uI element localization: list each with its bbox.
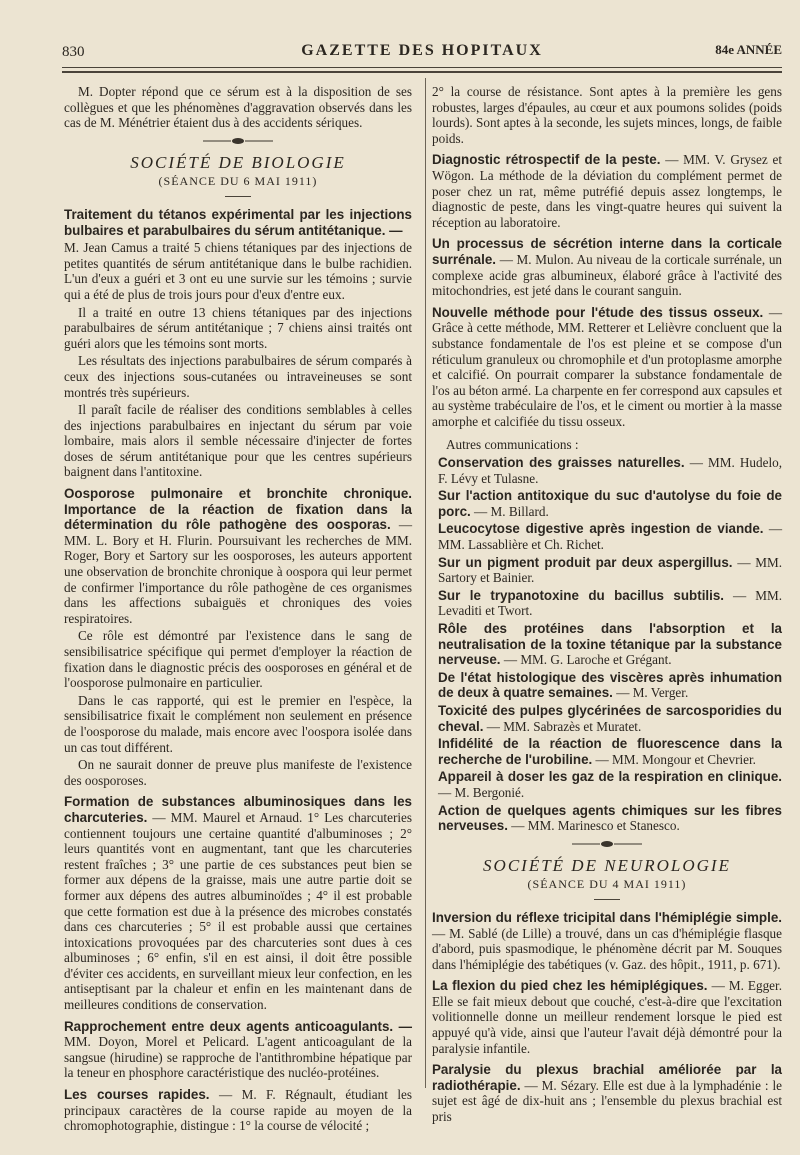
- article-text: — MM. V. Grysez et Wögon. La méthode de la déviation du complément permet de poser chez un rat, même putréfié depuis assez longtemps, le diagnostic de peste, dans les vingt-quatre heures qui suivent la réception au laboratoire.: [432, 152, 782, 230]
- article-text: — M. Mulon. Au niveau de la corticale surrénale, un complexe acide gras albumineux, élaboré grâce à l'activité des mitochondries, est jeté dans le courant sanguin.: [432, 251, 783, 299]
- communication-title: Conservation des graisses naturelles.: [438, 455, 685, 471]
- society-title: SOCIÉTÉ DE BIOLOGIE: [130, 152, 346, 172]
- communication-authors: — MM. Lassablière et Ch. Richet.: [438, 521, 782, 553]
- article-text: — M. Sézary. Elle est due à la lymphadénie : le sujet est âgé de dix-huit ans ; l'ensemble du plexus brachial est pris: [432, 1077, 782, 1125]
- article-title: Inversion du réflexe tricipital dans l'hémiplégie simple.: [432, 909, 782, 925]
- session-date: (SÉANCE DU 4 MAI 1911): [527, 877, 687, 892]
- article-paragraph: — MM. L. Bory et H. Flurin. Poursuivant les recherches de MM. Roger, Bory et Sartory sur les oosporoses, les auteurs apportent une observation de bronchite chronique à oospora qui leur permet de confirmer l'importance du rôle pathogène de ces organismes dans les affections subaiguës et chroniques des voies respiratoires.: [64, 517, 412, 626]
- article-paragraph: — MM. Maurel et Arnaud. 1° Les charcuteries contiennent toujours une certaine quantité d'albuminoses ; 2° leurs quantités vont en augmentant, tant que les charcuteries restent fraîches ; 3° une partie de ces substances peut bien se former aux dépens de la graisse, mais une autre partie doit se former aux dépens des autres albuminoïdes ; 4° il est probable que cette formation est due à la présence des microbes constatés dans ces charcuteries ; 5° il est probable aussi que certaines intoxications provoquées par des charcuteries sont dues à ces albuminoses ; 6° enfin, s'il en est ainsi, il doit être possible d'éviter ces accidents, en surveillant mieux leur confection, en les antiseptisant par la chaleur et enfin en les maintenant dans de meilleures conditions de conservation.: [64, 809, 412, 1013]
- article-paragraph: Il paraît facile de réaliser des conditions semblables à celles des injections parabulbaires en injectant du sérum par voie lombaire, mais alors il semble nécessaire d'injecter de fortes doses de sérum antitétanique pour que les centres supérieurs baignent dans l'antitoxine.: [64, 402, 412, 480]
- communication-authors: — MM. Sabrazès et Muratet.: [486, 718, 642, 734]
- communication-title: Toxicité des pulpes glycérinées de sarcosporidies du cheval.: [438, 702, 782, 734]
- article-paragraph: Dans le cas rapporté, qui est le premier en l'espèce, la sensibilisatrice fixait le complément non seulement en présence de l'oosporose du malade, mais encore avec l'oospora isolée dans un cas tout différent.: [64, 692, 412, 755]
- article-title: Rapprochement entre deux agents anticoagulants. —: [64, 1018, 412, 1034]
- communication-item: [432, 588, 782, 619]
- article: [64, 486, 412, 788]
- article-title: Les courses rapides.: [64, 1087, 210, 1103]
- communication-title: Sur un pigment produit par deux aspergillus.: [438, 554, 733, 570]
- article-title: La flexion du pied chez les hémiplégiques.: [432, 978, 708, 994]
- article-title: Traitement du tétanos expérimental par les injections bulbaires et parabulbaires du sérum antitétanique. —: [64, 206, 412, 238]
- communication-authors: — MM. Marinesco et Stanesco.: [511, 818, 680, 834]
- article-title: Paralysie du plexus brachial améliorée par la radiothérapie.: [432, 1062, 782, 1093]
- continuation-paragraph: 2° la course de résistance. Sont aptes à la première les gens robustes, larges d'épaules, au cœur et aux poumons solides (poids lourds). Sont aptes à la seconde, les sujets minces, longs, de faible poids.: [432, 84, 782, 146]
- communication-item: [432, 736, 782, 767]
- left-column: [64, 84, 412, 1136]
- header-rule-thick: [62, 71, 782, 73]
- page-number: 830: [62, 44, 85, 60]
- communications-list: [432, 455, 782, 834]
- article: [432, 236, 782, 298]
- article: [64, 1087, 412, 1134]
- communication-authors: — M. Billard.: [474, 503, 549, 519]
- communication-item: [432, 555, 782, 586]
- intro-paragraph: M. Dopter répond que ce sérum est à la disposition de ses collègues et que les phénomènes d'aggravation observés dans les cas de M. Ménétrier étaient dus à des accidents sériques.: [64, 84, 412, 131]
- communication-item: [432, 621, 782, 668]
- communication-title: De l'état histologique des viscères après inhumation de deux à quatre semaines.: [438, 669, 782, 701]
- journal-title: GAZETTE DES HOPITAUX: [301, 42, 543, 59]
- article: [64, 207, 412, 480]
- other-communications-label: Autres communications :: [446, 437, 579, 453]
- article-title: Un processus de sécrétion interne dans la corticale surrénale.: [432, 236, 782, 267]
- article-paragraph: Il a traité en outre 13 chiens tétaniques par des injections parabulbaires de sérum antitétanique ; 7 chiens ainsi traités ont guéri alors que les témoins sont morts.: [64, 304, 412, 351]
- communication-item: [432, 769, 782, 800]
- communication-authors: — M. Bergonié.: [438, 784, 525, 800]
- communication-authors: — MM. Levaditi et Twort.: [438, 587, 782, 619]
- column-divider: [425, 78, 426, 1088]
- short-rule: [594, 899, 620, 900]
- page-header: [62, 42, 782, 66]
- article: [432, 152, 782, 230]
- communication-item: [432, 703, 782, 734]
- ornament-divider: [203, 137, 273, 145]
- article-paragraph: MM. Doyon, Morel et Pelicard. L'agent anticoagulant de la sangsue (hirudine) se rapproche de l'antithrombine hépatique par la teneur en phosphore caractéristique des nucléo-protéines.: [64, 1034, 412, 1081]
- society-title: SOCIÉTÉ DE NEUROLOGIE: [483, 855, 731, 875]
- communication-title: Leucocytose digestive après ingestion de viande.: [438, 521, 764, 537]
- article-paragraph: Ce rôle est démontré par l'existence dans le sang de sensibilisatrice spécifique qui permet d'employer la réaction de fixation dans le diagnostic précis des oosporoses en général et de l'oosporose pulmonaire en particulier.: [64, 628, 412, 691]
- article: [432, 305, 782, 430]
- article: [64, 1019, 412, 1081]
- short-rule: [225, 196, 251, 197]
- year-label: 84e ANNÉE: [715, 42, 782, 57]
- communication-title: Appareil à doser les gaz de la respiration en clinique.: [438, 769, 782, 785]
- communication-authors: — MM. G. Laroche et Grégant.: [503, 652, 672, 668]
- communication-title: Infidélité de la réaction de fluorescence dans la recherche de l'urobiline.: [438, 736, 782, 767]
- right-column: [432, 84, 782, 1127]
- article-title: Nouvelle méthode pour l'étude des tissus osseux.: [432, 304, 764, 320]
- session-date: (SÉANCE DU 6 MAI 1911): [158, 174, 318, 189]
- article-title: Formation de substances albuminosiques dans les charcuteries.: [64, 794, 412, 825]
- article-text: — M. Sablé (de Lille) a trouvé, dans un cas d'hémiplégie flasque d'abord, puis spasmodique, le phénomène décrit par M. Souques dans l'hémiplégie des tabétiques (v. Gaz. des hôpit., 1911, p. 671).: [432, 925, 782, 972]
- ornament-divider: [572, 840, 642, 848]
- article-title: Diagnostic rétrospectif de la peste.: [432, 152, 661, 168]
- communication-item: [432, 670, 782, 701]
- article-title: Oosporose pulmonaire et bronchite chronique. Importance de la réaction de fixation dans la détermination du rôle pathogène des oosporas.: [64, 486, 412, 533]
- header-rule: [62, 67, 782, 68]
- article: [432, 1062, 782, 1124]
- article: [432, 978, 782, 1056]
- article: [432, 910, 782, 972]
- communication-authors: — M. Verger.: [616, 685, 689, 701]
- communication-item: [432, 803, 782, 834]
- communication-title: Rôle des protéines dans l'absorption et la neutralisation de la toxine tétanique par la substance nerveuse.: [438, 621, 782, 668]
- article-paragraph: On ne saurait donner de preuve plus manifeste de l'existence des oosporoses.: [64, 757, 412, 788]
- communication-title: Sur le trypanotoxine du bacillus subtilis.: [438, 587, 725, 603]
- communication-title: Sur l'action antitoxique du suc d'autolyse du foie de porc.: [438, 488, 782, 519]
- communication-authors: — MM. Hudelo, F. Lévy et Tulasne.: [438, 455, 783, 486]
- article-paragraph: — M. F. Régnault, étudiant les principaux caractères de la course rapide au moyen de la chromophotographie, distingue : 1° la course de vélocité ;: [64, 1087, 412, 1134]
- communication-authors: — MM. Sartory et Bainier.: [438, 554, 783, 586]
- article-text: — Grâce à cette méthode, MM. Retterer et Lelièvre concluent que la substance fondamentale de l'os est pleine et se compose d'un réticulum granuleux ou chromophile et d'un protoplasme amorphe et calcifié. On pourrait comparer la substance fondamentale de l'os au béton armé. La charpente en fer correspond aux capsules et au système trabéculaire de l'os, et le ciment ou mortier à la masse amorphe et calcifiée du tissu osseux.: [432, 304, 783, 429]
- article-text: — M. Egger. Elle se fait mieux debout que couché, c'est-à-dire que l'excitation volitionnelle donne un meilleur rendement lorsque le pied est appuyé qu'à vide, ainsi que l'auteur l'avait déjà démontré pour la paralysie infantile.: [432, 978, 782, 1056]
- communication-title: Action de quelques agents chimiques sur les fibres nerveuses.: [438, 802, 782, 834]
- communication-item: [432, 521, 782, 552]
- article: [64, 794, 412, 1012]
- article-paragraph: M. Jean Camus a traité 5 chiens tétaniques par des injections de petites quantités de sérum antitétanique dans le bulbe rachidien. L'un d'eux a guéri et 3 ont eu une survie sur les témoins ; survie qui a été de plus de trois jours pour d'eux d'entre eux.: [64, 240, 412, 302]
- communication-item: [432, 488, 782, 519]
- communication-item: [432, 455, 782, 486]
- communication-authors: — MM. Mongour et Chevrier.: [595, 751, 756, 767]
- article-paragraph: Les résultats des injections parabulbaires de sérum comparés à ceux des injections sous-cutanées ou intraveineuses se sont montrés très supérieurs.: [64, 353, 412, 400]
